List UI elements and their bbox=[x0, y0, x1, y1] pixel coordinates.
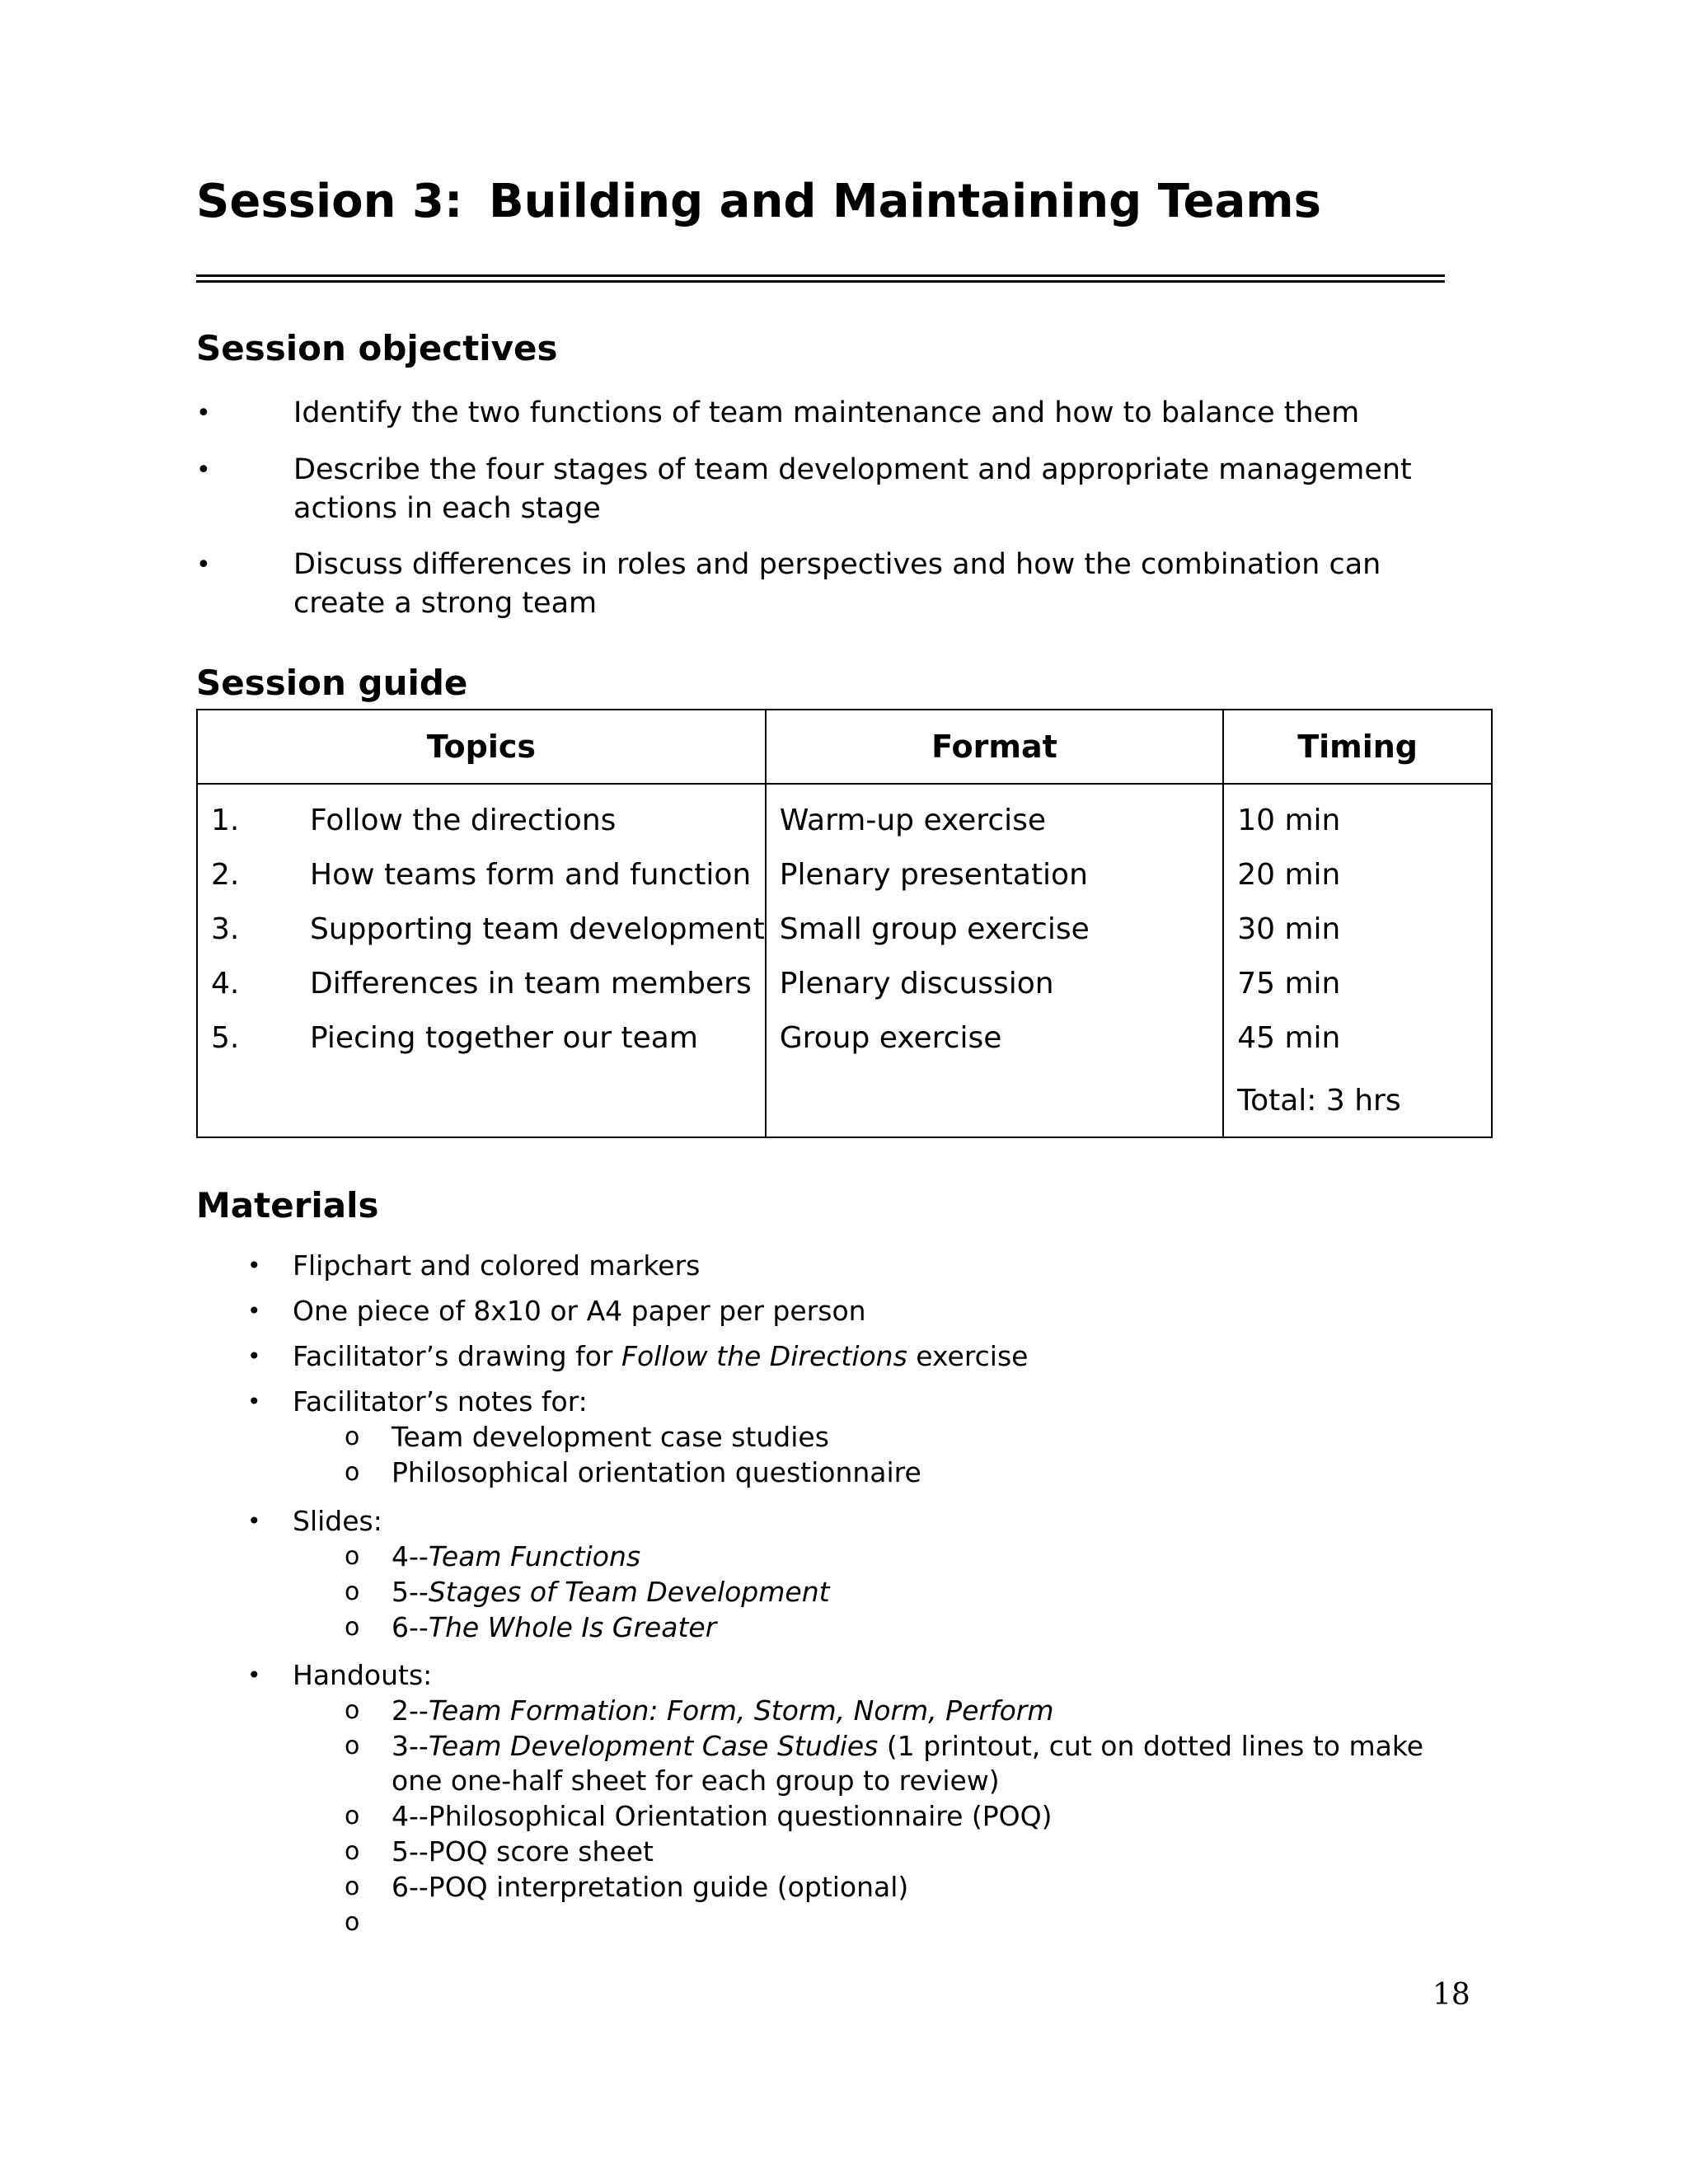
materials-heading: Materials bbox=[196, 1185, 379, 1226]
circle-bullet-icon: o bbox=[345, 1872, 360, 1901]
topic-row bbox=[198, 957, 765, 1011]
sub-item bbox=[345, 1870, 908, 1905]
sub-item-text bbox=[392, 1540, 640, 1574]
sub-item-text: Team development case studies bbox=[392, 1421, 829, 1453]
sub-item bbox=[345, 1575, 830, 1610]
format-value: Small group exercise bbox=[779, 912, 1090, 946]
timing-value: 75 min bbox=[1237, 967, 1341, 1001]
circle-bullet-icon: o bbox=[345, 1577, 360, 1606]
material-text: Flipchart and colored markers bbox=[293, 1249, 701, 1282]
topic-row bbox=[198, 794, 765, 848]
topic-number: 1. bbox=[211, 804, 240, 837]
topic-number: 4. bbox=[211, 967, 240, 1001]
sub-item-text: 5--POQ score sheet bbox=[392, 1835, 654, 1868]
sub-item bbox=[345, 1799, 1053, 1834]
column-header-topics: Topics bbox=[197, 710, 766, 784]
handout-title: Team Development Case Studies bbox=[428, 1730, 879, 1762]
sub-item bbox=[345, 1835, 654, 1869]
topic-name: Supporting team development bbox=[310, 912, 765, 946]
topic-number: 3. bbox=[211, 912, 240, 946]
bullet-icon: • bbox=[196, 456, 211, 485]
slide-prefix: 6-- bbox=[392, 1611, 429, 1643]
bullet-icon: • bbox=[247, 1388, 261, 1415]
bullet-icon: • bbox=[247, 1661, 261, 1689]
circle-bullet-icon: o bbox=[345, 1908, 360, 1937]
column-header-timing: Timing bbox=[1223, 710, 1492, 784]
timing-value: 30 min bbox=[1237, 912, 1341, 946]
slide-title: Stages of Team Development bbox=[428, 1576, 830, 1608]
sub-item-text: 6--POQ interpretation guide (optional) bbox=[392, 1871, 909, 1903]
sub-item-text bbox=[392, 1610, 716, 1645]
timing-value: 10 min bbox=[1237, 804, 1341, 837]
session-number: Session 3: bbox=[196, 175, 463, 228]
objective-item bbox=[196, 546, 1465, 623]
objective-text: Identify the two functions of team maintenance and how to balance them bbox=[293, 396, 1360, 429]
timing-value: 20 min bbox=[1237, 858, 1341, 892]
timing-value: 45 min bbox=[1237, 1021, 1341, 1055]
topic-name: Follow the directions bbox=[310, 804, 617, 837]
bullet-icon: • bbox=[247, 1297, 261, 1324]
bullet-icon: • bbox=[196, 551, 211, 579]
topic-name: Differences in team members bbox=[310, 967, 752, 1001]
objective-item bbox=[196, 451, 1465, 528]
circle-bullet-icon: o bbox=[345, 1802, 360, 1830]
topic-number: 2. bbox=[211, 858, 240, 892]
format-cell bbox=[766, 784, 1223, 1137]
sub-item bbox=[345, 1420, 829, 1455]
objectives-heading: Session objectives bbox=[196, 328, 558, 368]
bullet-icon: • bbox=[247, 1507, 261, 1535]
format-value: Group exercise bbox=[779, 1021, 1002, 1055]
sub-item-text: Philosophical orientation questionnaire bbox=[392, 1456, 921, 1488]
page-title bbox=[196, 175, 1321, 228]
sub-item bbox=[345, 1694, 1053, 1728]
circle-bullet-icon: o bbox=[345, 1542, 360, 1571]
circle-bullet-icon: o bbox=[345, 1613, 360, 1642]
material-item bbox=[247, 1385, 588, 1419]
topic-row bbox=[198, 1011, 765, 1066]
handout-note: (1 printout, cut on dotted lines to make one one-half sheet for each group to review) bbox=[392, 1730, 1424, 1797]
guide-heading: Session guide bbox=[196, 663, 468, 703]
bullet-icon: • bbox=[196, 399, 211, 428]
session-name: Building and Maintaining Teams bbox=[489, 175, 1321, 228]
circle-bullet-icon: o bbox=[345, 1422, 360, 1451]
objective-item bbox=[196, 394, 1465, 433]
objective-text: Discuss differences in roles and perspectives and how the combination can create a strong team bbox=[293, 548, 1381, 620]
sub-item-text bbox=[392, 1694, 1053, 1728]
format-value: Plenary presentation bbox=[779, 858, 1088, 892]
sub-item-text bbox=[392, 1575, 830, 1610]
topic-name: Piecing together our team bbox=[310, 1021, 698, 1055]
material-text: Facilitator’s notes for: bbox=[293, 1385, 588, 1418]
topic-row bbox=[198, 902, 765, 957]
session-guide-table bbox=[196, 709, 1493, 1138]
bullet-icon: • bbox=[247, 1343, 261, 1370]
column-header-format: Format bbox=[766, 710, 1223, 784]
material-item bbox=[247, 1294, 866, 1329]
slide-title: Team Functions bbox=[428, 1540, 641, 1572]
material-text: One piece of 8x10 or A4 paper per person bbox=[293, 1295, 866, 1327]
circle-bullet-icon: o bbox=[345, 1732, 360, 1760]
objective-text: Describe the four stages of team development and appropriate management actions in each stage bbox=[293, 453, 1412, 525]
format-value: Warm-up exercise bbox=[779, 804, 1047, 837]
handout-prefix: 2-- bbox=[392, 1694, 429, 1727]
title-rule-bottom bbox=[196, 280, 1445, 283]
topic-name: How teams form and function bbox=[310, 858, 752, 892]
sub-item bbox=[345, 1455, 921, 1490]
topic-row bbox=[198, 848, 765, 902]
sub-item-text: 4--Philosophical Orientation questionnaire (POQ) bbox=[392, 1800, 1053, 1832]
sub-item bbox=[345, 1540, 640, 1574]
material-item bbox=[247, 1249, 700, 1283]
topic-number: 5. bbox=[211, 1021, 240, 1055]
sub-item bbox=[345, 1610, 716, 1645]
sub-item bbox=[345, 1729, 1465, 1798]
material-item bbox=[247, 1658, 432, 1693]
circle-bullet-icon: o bbox=[345, 1837, 360, 1866]
timing-cell bbox=[1223, 784, 1492, 1137]
material-text: Slides: bbox=[293, 1505, 382, 1537]
timing-total: Total: 3 hrs bbox=[1237, 1084, 1401, 1118]
slide-title: The Whole Is Greater bbox=[428, 1611, 717, 1643]
handout-prefix: 3-- bbox=[392, 1730, 429, 1762]
bullet-icon: • bbox=[247, 1252, 261, 1279]
table-header-row bbox=[197, 710, 1492, 784]
material-item bbox=[247, 1339, 1028, 1374]
slide-prefix: 4-- bbox=[392, 1540, 429, 1572]
format-value: Plenary discussion bbox=[779, 967, 1054, 1001]
material-text bbox=[293, 1339, 1028, 1374]
circle-bullet-icon: o bbox=[345, 1696, 360, 1725]
page-number: 18 bbox=[1432, 1978, 1470, 2012]
circle-bullet-icon: o bbox=[345, 1458, 360, 1487]
topics-cell bbox=[197, 784, 766, 1137]
drawing-suffix: exercise bbox=[907, 1340, 1029, 1372]
handout-title: Team Formation: Form, Storm, Norm, Perform bbox=[428, 1694, 1054, 1727]
sub-item-text bbox=[392, 1729, 1465, 1798]
title-rule-top bbox=[196, 274, 1445, 277]
slide-prefix: 5-- bbox=[392, 1576, 429, 1608]
material-item bbox=[247, 1504, 382, 1539]
material-text: Handouts: bbox=[293, 1659, 433, 1691]
drawing-italic: Follow the Directions bbox=[621, 1340, 907, 1372]
table-body-row bbox=[197, 784, 1492, 1137]
drawing-prefix: Facilitator’s drawing for bbox=[293, 1340, 621, 1372]
